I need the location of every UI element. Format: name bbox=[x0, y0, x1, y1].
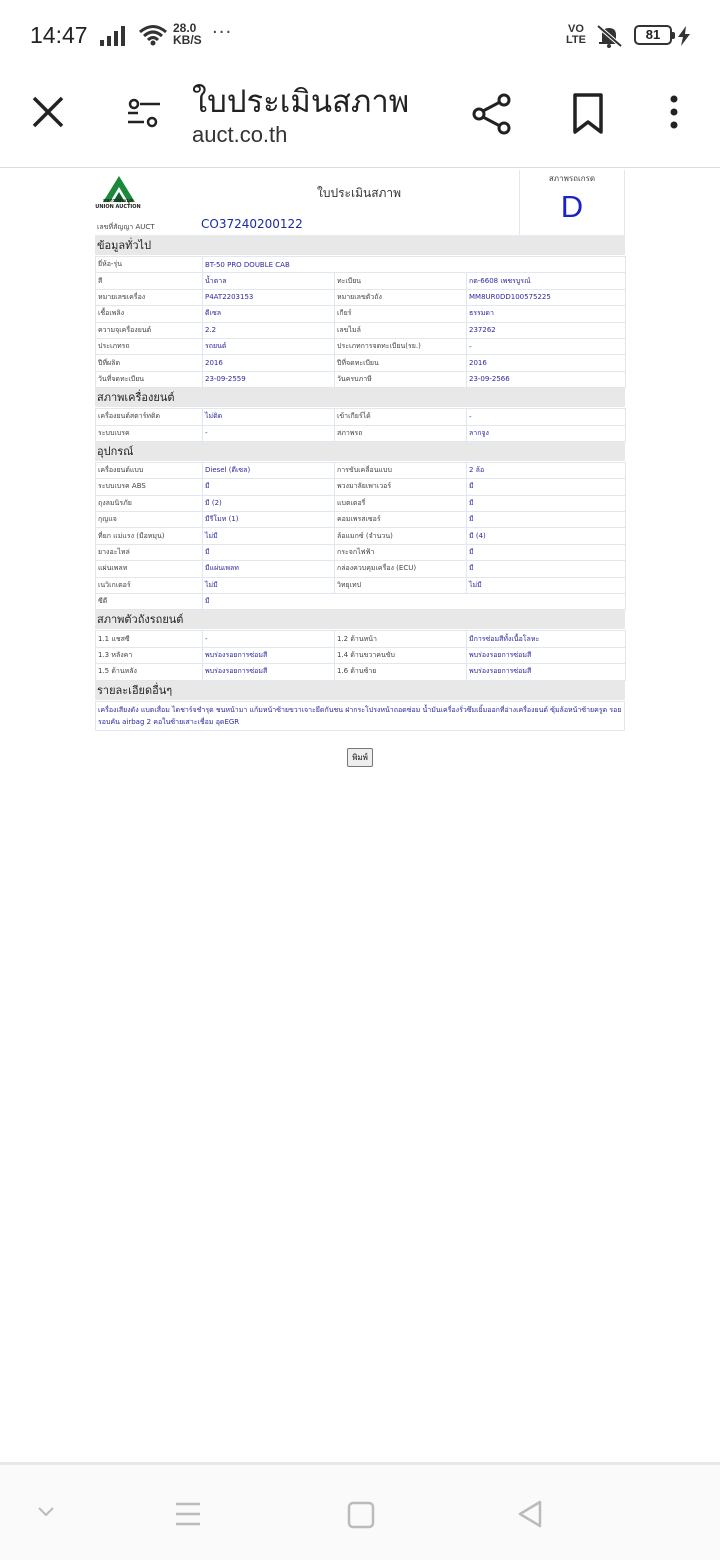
table-row bbox=[96, 257, 626, 273]
body-rows bbox=[96, 631, 626, 680]
field-label: สี bbox=[96, 273, 203, 289]
table-row bbox=[96, 528, 626, 544]
field-value: มี bbox=[203, 544, 335, 560]
table-row bbox=[96, 306, 626, 322]
section-body: สภาพตัวถังรถยนต์ bbox=[95, 610, 625, 630]
field-value: 23-09-2566 bbox=[467, 371, 626, 387]
field-label: หมายเลขตัวถัง bbox=[335, 289, 467, 305]
field-value: มี bbox=[467, 479, 626, 495]
share-icon[interactable] bbox=[470, 92, 514, 136]
field-label: ปีที่จดทะเบียน bbox=[335, 355, 467, 371]
table-row bbox=[96, 512, 626, 528]
table-row bbox=[96, 577, 626, 593]
wifi-icon bbox=[138, 24, 168, 46]
table-row bbox=[96, 425, 626, 441]
brand-label: ยี่ห้อ-รุ่น bbox=[96, 257, 203, 273]
field-label: การขับเคลื่อนแบบ bbox=[335, 462, 467, 478]
field-label: วันครบภาษี bbox=[335, 371, 467, 387]
field-value: น้ำตาล bbox=[203, 273, 335, 289]
field-value: - bbox=[203, 425, 335, 441]
field-value: 2016 bbox=[203, 355, 335, 371]
charging-icon bbox=[677, 26, 691, 46]
contract-number-label: เลขที่สัญญา AUCT bbox=[97, 223, 155, 231]
field-label: 1.2 ด้านหน้า bbox=[335, 631, 467, 647]
other-details: เครื่องเสียงดัง แบตเสื่อม ไดชาร์จชำรุด ชนหน้ามา แก้มหน้าซ้ายขวาเจาะยึดกันชน ฝากระโปรงหน้าถอดซ่อม น้ำมันเครื่องรั่วซึมเยิ้มออกที่อ่างเครื่องยนต์ ซุ้มล้อหน้าซ้ายครูด รอยรอบคัน airbag 2 คอในซ้ายเสาะเชื่อม อุดEGR bbox=[95, 701, 625, 731]
field-value: มีแผ่นเพลท bbox=[203, 561, 335, 577]
field-label: เนวิเกเตอร์ bbox=[96, 577, 203, 593]
volte-top: VO bbox=[568, 23, 584, 35]
contract-number-value: CO37240200122 bbox=[201, 217, 303, 231]
grade-value: D bbox=[560, 189, 584, 224]
field-value: - bbox=[467, 338, 626, 354]
evaluation-document bbox=[95, 170, 625, 767]
table-row bbox=[96, 338, 626, 354]
field-value: พบร่องรอยการซ่อมสี bbox=[467, 647, 626, 663]
table-row bbox=[96, 594, 626, 610]
table-row bbox=[96, 479, 626, 495]
field-label: กุญแจ bbox=[96, 512, 203, 528]
field-value: มี (4) bbox=[467, 528, 626, 544]
field-value: 2.2 bbox=[203, 322, 335, 338]
document-title: ใบประเมินสภาพ bbox=[317, 186, 402, 200]
field-label: ความจุเครื่องยนต์ bbox=[96, 322, 203, 338]
print-area bbox=[95, 745, 625, 767]
field-value: - bbox=[467, 409, 626, 425]
table-row bbox=[96, 544, 626, 560]
page-settings-icon[interactable] bbox=[124, 96, 164, 130]
field-label: เครื่องยนต์แบบ bbox=[96, 462, 203, 478]
field-label: 1.1 แชสซี bbox=[96, 631, 203, 647]
field-value: มี bbox=[467, 544, 626, 560]
network-speed-unit: KB/S bbox=[173, 33, 202, 47]
table-row bbox=[96, 322, 626, 338]
close-icon[interactable] bbox=[30, 94, 66, 130]
body-table bbox=[95, 630, 626, 680]
field-value: มี bbox=[467, 561, 626, 577]
field-label: เครื่องยนต์สตาร์ทติด bbox=[96, 409, 203, 425]
cd-label: ซีดี bbox=[96, 594, 203, 610]
equipment-table bbox=[95, 462, 626, 611]
page-url[interactable]: auct.co.th bbox=[192, 122, 288, 147]
field-label: เข้าเกียร์ได้ bbox=[335, 409, 467, 425]
section-general: ข้อมูลทั่วไป bbox=[95, 236, 625, 256]
engine-rows bbox=[96, 409, 626, 442]
table-row bbox=[96, 273, 626, 289]
field-value: ดีเซล bbox=[203, 306, 335, 322]
field-value: รถยนต์ bbox=[203, 338, 335, 354]
table-row bbox=[96, 462, 626, 478]
more-notifications-icon: ··· bbox=[212, 22, 233, 43]
field-value: ไม่มี bbox=[203, 528, 335, 544]
field-value: ไม่ติด bbox=[203, 409, 335, 425]
field-value: 23-09-2559 bbox=[203, 371, 335, 387]
field-value: มี bbox=[203, 479, 335, 495]
field-label: สภาพรถ bbox=[335, 425, 467, 441]
field-value: มี bbox=[467, 495, 626, 511]
logo-line2: UNION AUCTION bbox=[95, 204, 141, 210]
grade-label: สภาพรถเกรด bbox=[548, 174, 596, 183]
field-value: - bbox=[203, 631, 335, 647]
field-label: ยางอะไหล่ bbox=[96, 544, 203, 560]
field-value: Diesel (ดีเซล) bbox=[203, 462, 335, 478]
field-value: กต-6608 เพชรบูรณ์ bbox=[467, 273, 626, 289]
field-label: เชื้อเพลิง bbox=[96, 306, 203, 322]
field-value: พบร่องรอยการซ่อมสี bbox=[467, 664, 626, 680]
chevron-down-icon[interactable] bbox=[36, 1505, 56, 1519]
field-label: คอมเพรสเซอร์ bbox=[335, 512, 467, 528]
status-bar bbox=[0, 0, 720, 70]
grade-box bbox=[519, 170, 625, 236]
table-row bbox=[96, 371, 626, 387]
home-icon[interactable] bbox=[347, 1501, 375, 1529]
field-label: วิทยุเทป bbox=[335, 577, 467, 593]
logo-line1: สหการประมูล bbox=[103, 198, 133, 204]
section-equipment: อุปกรณ์ bbox=[95, 442, 625, 462]
field-value: 2016 bbox=[467, 355, 626, 371]
field-label: กระจกไฟฟ้า bbox=[335, 544, 467, 560]
clock: 14:47 bbox=[30, 22, 88, 48]
field-label: เกียร์ bbox=[335, 306, 467, 322]
network-speed bbox=[173, 22, 202, 46]
menu-icon[interactable] bbox=[174, 1501, 202, 1527]
field-label: 1.4 ด้านขวาคนขับ bbox=[335, 647, 467, 663]
field-label: แผ่นเพลท bbox=[96, 561, 203, 577]
field-value: พบร่องรอยการซ่อมสี bbox=[203, 647, 335, 663]
section-other: รายละเอียดอื่นๆ bbox=[95, 681, 625, 701]
more-options-icon[interactable] bbox=[664, 92, 684, 136]
document-header bbox=[95, 170, 625, 236]
field-value: P4AT2203153 bbox=[203, 289, 335, 305]
field-label: เลขไมล์ bbox=[335, 322, 467, 338]
cd-value: มี bbox=[203, 594, 626, 610]
equipment-rows bbox=[96, 462, 626, 593]
table-row bbox=[96, 561, 626, 577]
general-table bbox=[95, 256, 626, 388]
volte-bottom: LTE bbox=[566, 34, 586, 46]
table-row bbox=[96, 664, 626, 680]
field-value: มีการซ่อมสีทั้งเนื้อโลหะ bbox=[467, 631, 626, 647]
field-value: ไม่มี bbox=[467, 577, 626, 593]
field-value: พบร่องรอยการซ่อมสี bbox=[203, 664, 335, 680]
field-label: พวงมาลัยเพาเวอร์ bbox=[335, 479, 467, 495]
field-label: หมายเลขเครื่อง bbox=[96, 289, 203, 305]
logo-text bbox=[95, 198, 141, 210]
network-speed-value: 28.0 bbox=[173, 21, 197, 35]
bookmark-icon[interactable] bbox=[570, 92, 606, 136]
table-row bbox=[96, 495, 626, 511]
field-value: มี (2) bbox=[203, 495, 335, 511]
field-label: ประเภทการจดทะเบียน(รย.) bbox=[335, 338, 467, 354]
field-label: ปีที่ผลิต bbox=[96, 355, 203, 371]
field-label: แบตเตอรี่ bbox=[335, 495, 467, 511]
table-row bbox=[96, 409, 626, 425]
table-row bbox=[96, 289, 626, 305]
field-value: MM8UR0DD100575225 bbox=[467, 289, 626, 305]
field-label: ที่ยก แม่แรง (มือหมุน) bbox=[96, 528, 203, 544]
field-value: มีรีโมท (1) bbox=[203, 512, 335, 528]
field-value: มี bbox=[467, 512, 626, 528]
field-label: ระบบเบรค ABS bbox=[96, 479, 203, 495]
field-label: กล่องควบคุมเครื่อง (ECU) bbox=[335, 561, 467, 577]
field-label: ถุงลมนิรภัย bbox=[96, 495, 203, 511]
field-label: วันที่จดทะเบียน bbox=[96, 371, 203, 387]
general-rows bbox=[96, 273, 626, 388]
brand-value: BT-50 PRO DOUBLE CAB bbox=[203, 257, 626, 273]
engine-table bbox=[95, 408, 626, 442]
table-row bbox=[96, 631, 626, 647]
field-value: ไม่มี bbox=[203, 577, 335, 593]
back-icon[interactable] bbox=[516, 1499, 544, 1529]
field-label: 1.5 ด้านหลัง bbox=[96, 664, 203, 680]
field-value: 2 ล้อ bbox=[467, 462, 626, 478]
battery-icon: 81 bbox=[634, 25, 672, 45]
section-engine: สภาพเครื่องยนต์ bbox=[95, 388, 625, 408]
field-label: ระบบเบรค bbox=[96, 425, 203, 441]
field-label: ทะเบียน bbox=[335, 273, 467, 289]
browser-toolbar bbox=[0, 70, 720, 168]
volte-indicator bbox=[566, 24, 586, 46]
page-title: ใบประเมินสภาพ bbox=[192, 84, 410, 120]
print-button[interactable]: พิมพ์ bbox=[347, 748, 373, 767]
table-row bbox=[96, 355, 626, 371]
field-label: ประเภทรถ bbox=[96, 338, 203, 354]
field-label: 1.3 หลังคา bbox=[96, 647, 203, 663]
bell-muted-icon bbox=[596, 24, 624, 48]
system-navigation-bar bbox=[0, 1462, 720, 1560]
table-row bbox=[96, 647, 626, 663]
field-label: ล้อแมกซ์ (จำนวน) bbox=[335, 528, 467, 544]
field-value: ธรรมดา bbox=[467, 306, 626, 322]
field-label: 1.6 ด้านซ้าย bbox=[335, 664, 467, 680]
field-value: ลากจูง bbox=[467, 425, 626, 441]
field-value: 237262 bbox=[467, 322, 626, 338]
signal-icon bbox=[100, 26, 130, 46]
